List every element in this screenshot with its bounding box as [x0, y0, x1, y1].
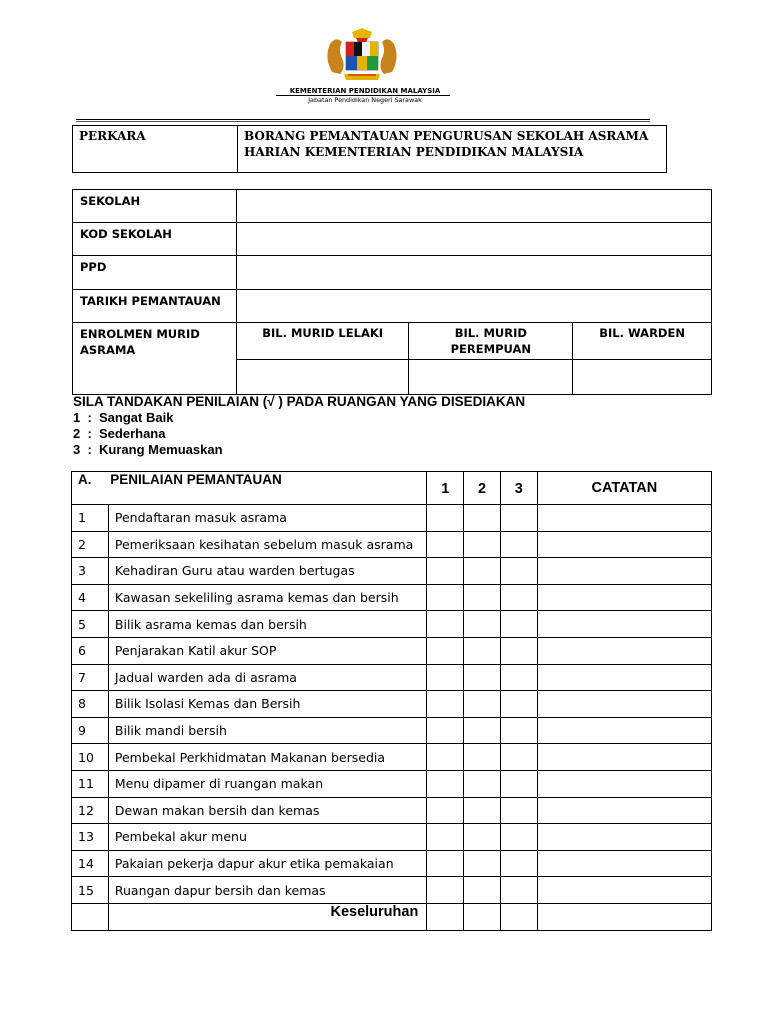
item-text: Bilik asrama kemas dan bersih — [108, 611, 426, 638]
score-1-cell[interactable] — [427, 770, 464, 797]
perkara-label: PERKARA — [73, 126, 238, 173]
item-number: 2 — [72, 531, 109, 558]
catatan-cell[interactable] — [537, 797, 711, 824]
overall-score-3[interactable] — [500, 903, 537, 930]
overall-score-2[interactable] — [464, 903, 501, 930]
kod-sekolah-label: KOD SEKOLAH — [73, 223, 237, 256]
section-title: PENILAIAN PEMANTAUAN — [110, 472, 282, 487]
overall-label: Keseluruhan — [108, 903, 426, 930]
item-text: Jadual warden ada di asrama — [108, 664, 426, 691]
catatan-cell[interactable] — [537, 531, 711, 558]
score-2-cell[interactable] — [464, 611, 501, 638]
score-3-cell[interactable] — [500, 850, 537, 877]
bil-perempuan-field[interactable] — [409, 360, 573, 395]
score-1-cell[interactable] — [427, 611, 464, 638]
assessment-row — [72, 797, 712, 824]
score-1-cell[interactable] — [427, 744, 464, 771]
score-1-cell[interactable] — [427, 877, 464, 904]
ppd-field[interactable] — [236, 256, 711, 290]
tarikh-label: TARIKH PEMANTAUAN — [73, 290, 237, 323]
tarikh-field[interactable] — [236, 290, 711, 323]
instructions-title: SILA TANDAKAN PENILAIAN (√ ) PADA RUANGAN YANG DISEDIAKAN — [73, 394, 526, 409]
catatan-cell[interactable] — [537, 770, 711, 797]
scale-item-3: 3 : Kurang Memuaskan — [73, 442, 223, 457]
score-2-cell[interactable] — [464, 850, 501, 877]
score-2-cell[interactable] — [464, 824, 501, 851]
instructions — [73, 394, 525, 458]
score-3-cell[interactable] — [500, 824, 537, 851]
score-2-cell[interactable] — [464, 797, 501, 824]
score-3-cell[interactable] — [500, 691, 537, 718]
score-1-cell[interactable] — [427, 850, 464, 877]
ppd-label: PPD — [73, 256, 237, 290]
score-2-cell[interactable] — [464, 664, 501, 691]
bil-perempuan-header: BIL. MURID PEREMPUAN — [409, 323, 573, 360]
bil-warden-field[interactable] — [573, 360, 712, 395]
score-3-cell[interactable] — [500, 664, 537, 691]
catatan-cell[interactable] — [537, 584, 711, 611]
assessment-row — [72, 637, 712, 664]
assessment-row — [72, 824, 712, 851]
item-number: 6 — [72, 637, 109, 664]
overall-catatan[interactable] — [537, 903, 711, 930]
assessment-row — [72, 505, 712, 532]
overall-row — [72, 903, 712, 930]
item-number: 5 — [72, 611, 109, 638]
sekolah-label: SEKOLAH — [73, 190, 237, 223]
score-1-cell[interactable] — [427, 637, 464, 664]
assessment-table — [71, 471, 712, 931]
score-1-cell[interactable] — [427, 664, 464, 691]
item-number: 11 — [72, 770, 109, 797]
catatan-cell[interactable] — [537, 744, 711, 771]
score-2-cell[interactable] — [464, 691, 501, 718]
score-1-cell[interactable] — [427, 584, 464, 611]
item-number: 10 — [72, 744, 109, 771]
score-3-cell[interactable] — [500, 558, 537, 585]
catatan-cell[interactable] — [537, 558, 711, 585]
score-1-cell[interactable] — [427, 797, 464, 824]
score-3-cell[interactable] — [500, 531, 537, 558]
score-2-cell[interactable] — [464, 531, 501, 558]
catatan-cell[interactable] — [537, 637, 711, 664]
catatan-cell[interactable] — [537, 850, 711, 877]
score-3-cell[interactable] — [500, 797, 537, 824]
item-number: 3 — [72, 558, 109, 585]
score-2-cell[interactable] — [464, 717, 501, 744]
assessment-row — [72, 558, 712, 585]
score-3-cell[interactable] — [500, 505, 537, 532]
catatan-cell[interactable] — [537, 505, 711, 532]
item-text: Bilik Isolasi Kemas dan Bersih — [108, 691, 426, 718]
score-col-1: 1 — [427, 472, 464, 505]
score-3-cell[interactable] — [500, 717, 537, 744]
ministry-name: KEMENTERIAN PENDIDIKAN MALAYSIA — [289, 87, 441, 95]
item-text: Penjarakan Katil akur SOP — [108, 637, 426, 664]
score-col-2: 2 — [464, 472, 501, 505]
catatan-header: CATATAN — [537, 472, 711, 505]
section-letter: A. — [78, 472, 92, 487]
bil-lelaki-header: BIL. MURID LELAKI — [236, 323, 409, 360]
bil-lelaki-field[interactable] — [236, 360, 409, 395]
score-1-cell[interactable] — [427, 531, 464, 558]
score-1-cell[interactable] — [427, 824, 464, 851]
score-3-cell[interactable] — [500, 637, 537, 664]
assessment-row — [72, 531, 712, 558]
score-1-cell[interactable] — [427, 558, 464, 585]
catatan-cell[interactable] — [537, 877, 711, 904]
page-rule — [76, 119, 650, 120]
overall-blank — [72, 903, 109, 930]
score-2-cell[interactable] — [464, 744, 501, 771]
score-3-cell[interactable] — [500, 770, 537, 797]
score-col-3: 3 — [500, 472, 537, 505]
assessment-heading — [72, 472, 427, 505]
item-text: Menu dipamer di ruangan makan — [108, 770, 426, 797]
score-2-cell[interactable] — [464, 770, 501, 797]
score-2-cell[interactable] — [464, 877, 501, 904]
item-text: Pemeriksaan kesihatan sebelum masuk asrama — [108, 531, 426, 558]
item-text: Pembekal Perkhidmatan Makanan bersedia — [108, 744, 426, 771]
assessment-row — [72, 691, 712, 718]
score-1-cell[interactable] — [427, 691, 464, 718]
item-text: Bilik mandi bersih — [108, 717, 426, 744]
item-number: 12 — [72, 797, 109, 824]
catatan-cell[interactable] — [537, 691, 711, 718]
score-2-cell[interactable] — [464, 505, 501, 532]
assessment-row — [72, 611, 712, 638]
scale-item-1: 1 : Sangat Baik — [73, 410, 174, 425]
kod-sekolah-field[interactable] — [236, 223, 711, 256]
scale-item-2: 2 : Sederhana — [73, 426, 166, 441]
item-number: 4 — [72, 584, 109, 611]
score-3-cell[interactable] — [500, 877, 537, 904]
assessment-row — [72, 744, 712, 771]
score-2-cell[interactable] — [464, 584, 501, 611]
assessment-row — [72, 664, 712, 691]
catatan-cell[interactable] — [537, 824, 711, 851]
score-1-cell[interactable] — [427, 717, 464, 744]
coat-of-arms-logo — [322, 28, 402, 84]
assessment-row — [72, 770, 712, 797]
item-text: Kehadiran Guru atau warden bertugas — [108, 558, 426, 585]
catatan-cell[interactable] — [537, 717, 711, 744]
item-text: Kawasan sekeliling asrama kemas dan bersih — [108, 584, 426, 611]
item-number: 14 — [72, 850, 109, 877]
bil-warden-header: BIL. WARDEN — [573, 323, 712, 360]
page-rule-secondary — [76, 121, 650, 122]
sekolah-field[interactable] — [236, 190, 711, 223]
item-number: 15 — [72, 877, 109, 904]
perkara-table — [72, 125, 667, 173]
score-3-cell[interactable] — [500, 744, 537, 771]
score-2-cell[interactable] — [464, 558, 501, 585]
item-number: 9 — [72, 717, 109, 744]
item-number: 1 — [72, 505, 109, 532]
catatan-cell[interactable] — [537, 611, 711, 638]
assessment-header-row — [72, 472, 712, 505]
score-1-cell[interactable] — [427, 505, 464, 532]
assessment-row — [72, 584, 712, 611]
item-text: Ruangan dapur bersih dan kemas — [108, 877, 426, 904]
item-text: Pendaftaran masuk asrama — [108, 505, 426, 532]
item-number: 7 — [72, 664, 109, 691]
score-3-cell[interactable] — [500, 584, 537, 611]
item-text: Dewan makan bersih dan kemas — [108, 797, 426, 824]
score-3-cell[interactable] — [500, 611, 537, 638]
school-info-table — [72, 189, 712, 395]
overall-score-1[interactable] — [427, 903, 464, 930]
item-text: Pakaian pekerja dapur akur etika pemakaian — [108, 850, 426, 877]
department-name: Jabatan Pendidikan Negeri Sarawak — [308, 96, 422, 104]
item-number: 8 — [72, 691, 109, 718]
assessment-row — [72, 877, 712, 904]
enrolmen-label: ENROLMEN MURID ASRAMA — [73, 323, 237, 395]
assessment-row — [72, 717, 712, 744]
score-2-cell[interactable] — [464, 637, 501, 664]
form-title: BORANG PEMANTAUAN PENGURUSAN SEKOLAH ASRAMA HARIAN KEMENTERIAN PENDIDIKAN MALAYSIA — [238, 126, 667, 173]
item-number: 13 — [72, 824, 109, 851]
assessment-row — [72, 850, 712, 877]
catatan-cell[interactable] — [537, 664, 711, 691]
item-text: Pembekal akur menu — [108, 824, 426, 851]
